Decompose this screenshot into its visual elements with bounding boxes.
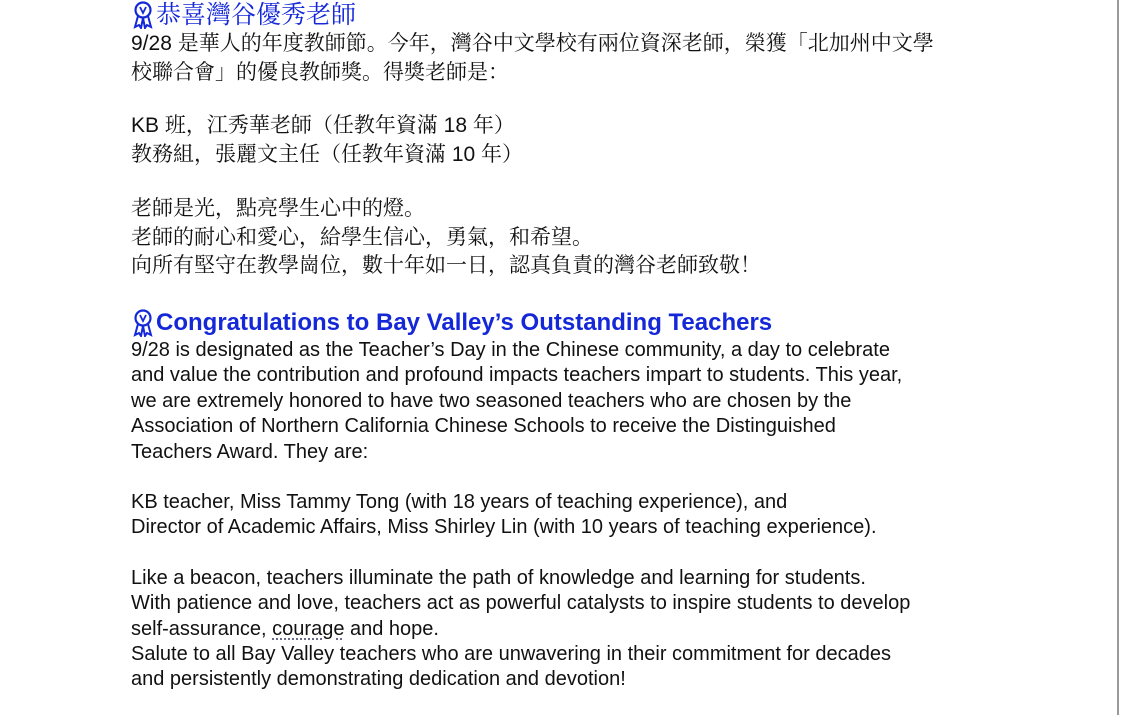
paragraph-spacer <box>131 170 1001 195</box>
english-intro-line: Association of Northern California Chinese Schools to receive the Distinguished <box>131 415 836 438</box>
chinese-intro-line: 9/28 是華人的年度教師節。今年，灣谷中文學校有兩位資深老師，榮獲「北加州中文學 <box>131 32 934 55</box>
paragraph-spacer <box>131 541 1001 566</box>
chinese-awardee-line: KB 班，江秀華老師（任教年資滿 18 年） <box>131 114 515 138</box>
chinese-awardee-line: 教務組，張麗文主任（任教年資滿 10 年） <box>131 143 524 167</box>
english-closing-line: Salute to all Bay Valley teachers who are unwavering in their commitment for decades <box>131 642 892 665</box>
english-heading <box>131 308 1001 338</box>
closing-text-segment: self-assurance, <box>131 617 273 640</box>
chinese-closing-line: 向所有堅守在教學崗位，數十年如一日，認真負責的灣谷老師致敬！ <box>131 254 761 278</box>
english-closing <box>131 566 1001 693</box>
document-body <box>131 0 1001 693</box>
award-ribbon-icon <box>131 1 155 29</box>
page-right-border <box>1117 0 1119 715</box>
english-closing-line <box>131 617 1001 642</box>
english-awardee-line: KB teacher, Miss Tammy Tong (with 18 years of teaching experience), and <box>131 490 788 513</box>
chinese-heading-text: 恭喜灣谷優秀老師 <box>156 1 357 29</box>
english-intro-line: Teachers Award. They are: <box>131 440 369 463</box>
english-intro <box>131 338 1001 465</box>
chinese-awardees <box>131 112 1001 169</box>
english-intro-line: we are extremely honored to have two seasoned teachers who are chosen by the <box>131 389 852 412</box>
chinese-intro-line: 校聯合會」的優良教師獎。得獎老師是： <box>131 60 509 84</box>
paragraph-spacer <box>131 465 1001 490</box>
english-closing-line: and persistently demonstrating dedication and devotion! <box>131 668 626 691</box>
closing-text-segment: and hope. <box>344 617 439 640</box>
english-heading-text: Congratulations to Bay Valley’s Outstanding Teachers <box>156 308 773 336</box>
chinese-closing <box>131 195 1001 281</box>
english-awardee-line: Director of Academic Affairs, Miss Shirley Lin (with 10 years of teaching experience). <box>131 516 877 539</box>
english-awardees <box>131 490 1001 541</box>
award-ribbon-icon <box>131 309 155 337</box>
chinese-intro <box>131 30 1001 87</box>
paragraph-spacer <box>131 87 1001 112</box>
chinese-closing-line: 老師的耐心和愛心，給學生信心，勇氣，和希望。 <box>131 225 593 249</box>
english-closing-line: Like a beacon, teachers illuminate the path of knowledge and learning for students. <box>131 566 866 589</box>
chinese-heading <box>131 0 1001 30</box>
english-closing-line: With patience and love, teachers act as powerful catalysts to inspire students to develop <box>131 592 911 615</box>
chinese-closing-line: 老師是光，點亮學生心中的燈。 <box>131 196 425 220</box>
english-intro-line: and value the contribution and profound impacts teachers impart to students. This year, <box>131 364 903 387</box>
spellcheck-underlined-word[interactable]: courage <box>272 617 345 640</box>
english-intro-line: 9/28 is designated as the Teacher’s Day in the Chinese community, a day to celebrate <box>131 338 890 361</box>
